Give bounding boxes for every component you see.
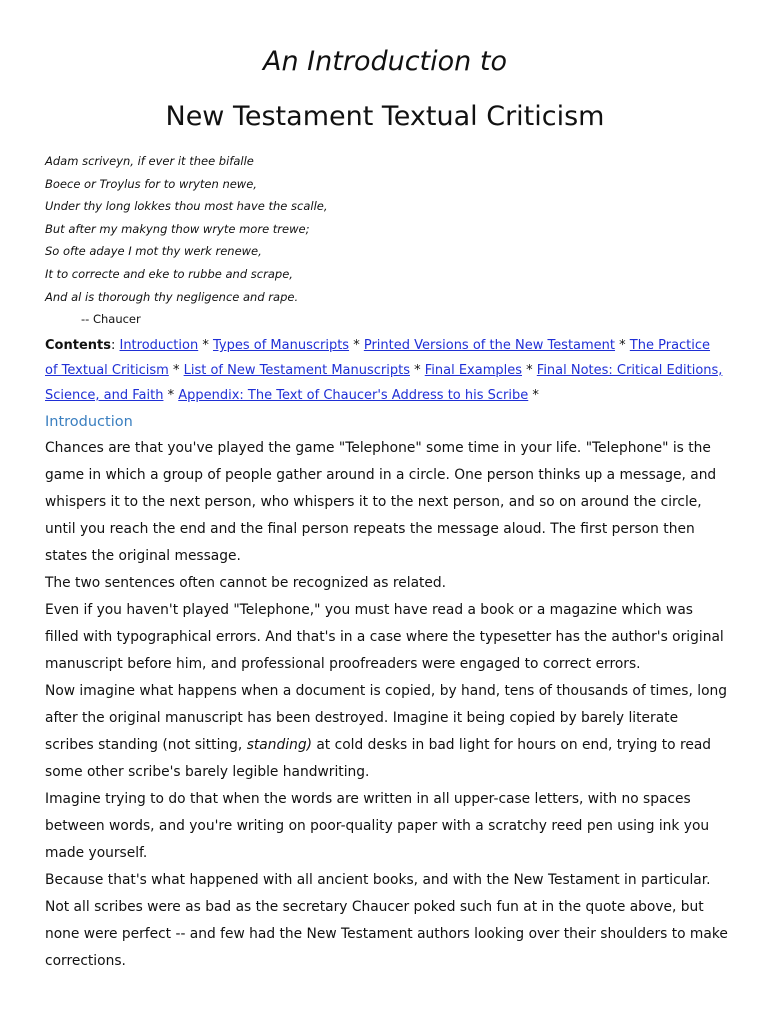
paragraph-text: at cold desks in bad light for hours on end, trying to read some other scribe's barely legible handwriting. (45, 737, 712, 780)
poem-line: It to correcte and eke to rubbe and scrape, (45, 266, 293, 281)
epigraph-poem (45, 150, 725, 331)
contents-label: Contents (45, 338, 111, 353)
toc-link-list-of-manuscripts[interactable]: List of New Testament Manuscripts (183, 363, 410, 378)
toc-separator: * (409, 363, 425, 378)
poem-line: Adam scriveyn, if ever it thee bifalle (45, 154, 254, 168)
page-title-line-2: New Testament Textual Criticism (165, 101, 605, 132)
paragraph: Because that's what happened with all ancient books, and with the New Testament in particular. Not all scribes were as bad as the secretary Chaucer poked such fun at in the quote above, but none were perfect -- and few had the New Testament authors looking over their shoulders to make corrections. (45, 872, 728, 969)
toc-separator: * (163, 388, 179, 403)
poem-line: So ofte adaye I mot thy werk renewe, (45, 244, 262, 259)
poem-line: Boece or Troylus for to wryten newe, (45, 176, 257, 191)
toc-link-final-notes[interactable]: Final Notes: Critical Editions, Science, and Faith (45, 363, 723, 403)
toc-link-practice-of-textual-criticism[interactable]: The Practice of Textual Criticism (45, 338, 711, 378)
page-title-line-1: An Introduction to (263, 46, 507, 77)
toc-separator: * (349, 338, 364, 353)
toc-separator: * (615, 338, 630, 353)
introduction-body (45, 435, 730, 975)
toc-link-introduction[interactable]: Introduction (119, 338, 199, 353)
toc-separator: * (198, 338, 213, 353)
toc-link-printed-versions[interactable]: Printed Versions of the New Testament (363, 338, 616, 353)
paragraph (45, 678, 730, 786)
paragraph-text: Now imagine what happens when a document is copied, by hand, tens of thousands of times, long after the original manuscript has been destroyed. Imagine it being copied by barely literate scribes standing (not sitting, (45, 683, 728, 753)
poem-line: Under thy long lokkes thou most have the scalle, (45, 199, 328, 214)
paragraph: The two sentences often cannot be recognized as related. (45, 575, 447, 591)
emphasized-text: standing) (246, 737, 312, 753)
poem-line: But after my makyng thow wryte more trewe; (45, 221, 310, 236)
toc-link-types-of-manuscripts[interactable]: Types of Manuscripts (212, 338, 350, 353)
paragraph: Chances are that you've played the game "Telephone" some time in your life. "Telephone" is the game in which a group of people gather around in a circle. One person thinks up a message, and whispers it to the next person, who whispers it to the next person, and so on around the circle, until you reach the end and the final person repeats the message aloud. The first person then states the original message. (45, 440, 717, 564)
paragraph: Even if you haven't played "Telephone," you must have read a book or a magazine which was filled with typographical errors. And that's in a case where the typesetter has the author's original manuscript before him, and professional proofreaders were engaged to correct errors. (45, 602, 724, 672)
table-of-contents: Contents: Introduction * Types of Manuscripts * Printed Versions of the New Testament * The Practice of Textual Criticism * List of New Testament Manuscripts * Final Examples * Final Notes: Critical Editions, Science, and Faith * Appendix: The Text of Chaucer's Address to his Scribe * (45, 338, 723, 403)
poem-line: And al is thorough thy negligence and rape. (45, 289, 299, 304)
poem-attribution: -- Chaucer (81, 312, 141, 327)
toc-separator: * (528, 388, 539, 403)
toc-separator: * (522, 363, 537, 378)
toc-link-appendix[interactable]: Appendix: The Text of Chaucer's Address to his Scribe (178, 388, 529, 403)
toc-link-final-examples[interactable]: Final Examples (424, 363, 523, 378)
paragraph: Imagine trying to do that when the words are written in all upper-case letters, with no spaces between words, and you're writing on poor-quality paper with a scratchy reed pen using ink you made yourself. (45, 791, 710, 861)
section-heading-introduction: Introduction (45, 414, 133, 430)
toc-separator: * (168, 363, 184, 378)
